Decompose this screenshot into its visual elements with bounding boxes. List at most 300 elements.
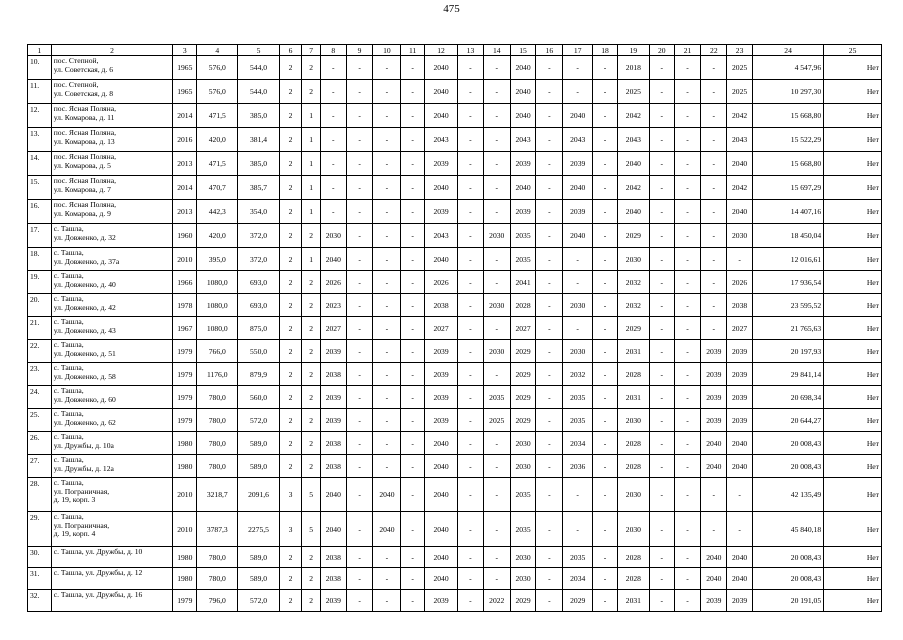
table-cell: - (320, 176, 346, 200)
table-cell: - (593, 455, 618, 478)
table-cell: 2039 (425, 200, 458, 224)
address-line: с. Ташла, ул. Дружбы, д. 16 (53, 590, 143, 599)
table-row (28, 547, 882, 568)
table-cell: 2035 (510, 248, 536, 271)
table-cell: - (674, 409, 701, 432)
table-cell: 2040 (727, 455, 753, 478)
address-line: с. Ташла, (53, 432, 84, 441)
table-cell: 2038 (727, 294, 753, 317)
table-cell: - (401, 294, 425, 317)
table-cell: 2030 (483, 340, 510, 363)
address-line: пос. Ясная Поляна, (53, 176, 116, 185)
table-cell: 2 (279, 80, 302, 104)
table-cell: - (458, 152, 484, 176)
cost-cell: 20 008,43 (752, 547, 823, 568)
table-cell: 2025 (727, 56, 753, 80)
table-cell: - (401, 200, 425, 224)
table-cell: 470,7 (197, 176, 238, 200)
table-cell: - (536, 80, 563, 104)
table-cell: 2040 (425, 176, 458, 200)
table-cell: - (649, 568, 674, 590)
table-cell: 1176,0 (197, 363, 238, 386)
table-row (28, 386, 882, 409)
table-cell: - (563, 80, 593, 104)
table-cell: - (674, 80, 701, 104)
table-row (28, 248, 882, 271)
table-cell: - (483, 512, 510, 547)
column-number-cell: 10 (373, 45, 401, 56)
table-cell: - (649, 104, 674, 128)
table-cell: 2028 (617, 363, 649, 386)
table-cell: - (483, 271, 510, 294)
table-cell: - (727, 478, 753, 512)
row-number-cell: 31. (28, 568, 52, 590)
table-cell: 875,0 (238, 317, 279, 340)
address-line: пос. Ясная Поляна, (53, 128, 116, 137)
address-line: ул. Комарова, д. 9 (53, 208, 111, 218)
address-cell (51, 409, 173, 432)
address-cell (51, 568, 173, 590)
table-cell: 2041 (510, 271, 536, 294)
table-cell: 2 (279, 432, 302, 455)
table-cell: 2029 (510, 386, 536, 409)
column-number-cell: 23 (727, 45, 753, 56)
table-cell: - (346, 340, 373, 363)
address-cell (51, 432, 173, 455)
table-cell: - (346, 478, 373, 512)
table-cell: 2040 (701, 547, 727, 568)
column-number-cell: 7 (302, 45, 321, 56)
table-cell: - (674, 176, 701, 200)
status-cell: Нет (824, 271, 882, 294)
table-cell: 2040 (425, 56, 458, 80)
table-cell: 2040 (425, 547, 458, 568)
address-line: ул. Комарова, д. 11 (53, 112, 115, 122)
column-number-cell: 9 (346, 45, 373, 56)
table-cell: 766,0 (197, 340, 238, 363)
table-cell: - (346, 294, 373, 317)
table-cell: 780,0 (197, 568, 238, 590)
row-number-cell: 12. (28, 104, 52, 128)
table-cell: 2040 (727, 152, 753, 176)
table-cell: 2 (279, 317, 302, 340)
table-cell: 2040 (727, 200, 753, 224)
table-cell: - (401, 363, 425, 386)
table-cell: - (373, 271, 401, 294)
table-row (28, 568, 882, 590)
row-number-cell: 10. (28, 56, 52, 80)
table-cell: - (536, 271, 563, 294)
table-cell: - (320, 128, 346, 152)
table-cell: 2 (302, 80, 321, 104)
table-cell: 2 (279, 176, 302, 200)
address-line: с. Ташла, (53, 455, 84, 464)
address-line: с. Ташла, (53, 271, 84, 280)
table-cell: 2042 (727, 104, 753, 128)
address-cell (51, 547, 173, 568)
table-cell: - (593, 176, 618, 200)
table-cell: - (593, 409, 618, 432)
table-cell: - (373, 128, 401, 152)
table-cell: - (593, 224, 618, 248)
table-cell: 2 (279, 386, 302, 409)
column-number-cell: 15 (510, 45, 536, 56)
table-cell: 2039 (701, 386, 727, 409)
address-cell (51, 590, 173, 612)
table-cell: - (458, 455, 484, 478)
status-cell: Нет (824, 455, 882, 478)
address-line: с. Ташла, (53, 340, 84, 349)
table-cell: - (701, 294, 727, 317)
table-cell: 2039 (425, 363, 458, 386)
table-cell: - (458, 363, 484, 386)
table-cell: 2 (279, 224, 302, 248)
table-cell: - (593, 363, 618, 386)
table-cell: 2030 (617, 478, 649, 512)
table-cell: - (346, 56, 373, 80)
table-cell: - (458, 432, 484, 455)
row-number-cell: 15. (28, 176, 52, 200)
table-cell: - (649, 432, 674, 455)
table-cell: - (649, 590, 674, 612)
address-line: с. Ташла, (53, 248, 84, 257)
table-cell: - (674, 340, 701, 363)
table-cell: - (593, 152, 618, 176)
table-cell: - (593, 200, 618, 224)
table-cell: - (563, 56, 593, 80)
table-cell: 1967 (173, 317, 197, 340)
address-line: ул. Комарова, д. 13 (53, 136, 115, 146)
table-cell: - (401, 176, 425, 200)
table-cell: 2039 (563, 200, 593, 224)
cost-cell: 4 547,96 (752, 56, 823, 80)
table-cell: - (593, 340, 618, 363)
table-cell: - (593, 294, 618, 317)
table-cell: - (373, 455, 401, 478)
table-cell: 2038 (320, 568, 346, 590)
table-cell: - (649, 152, 674, 176)
table-cell: 2028 (617, 455, 649, 478)
cost-cell: 23 595,52 (752, 294, 823, 317)
table-cell: 2 (279, 271, 302, 294)
table-cell: 5 (302, 478, 321, 512)
table-cell: 2 (302, 271, 321, 294)
table-cell: 2 (302, 317, 321, 340)
table-cell: 2030 (617, 248, 649, 271)
table-cell: 589,0 (238, 432, 279, 455)
address-line: ул. Пограничная, (53, 520, 110, 530)
table-cell: 2039 (563, 152, 593, 176)
table-cell: - (483, 363, 510, 386)
table-cell: 2032 (563, 363, 593, 386)
cost-cell: 10 297,30 (752, 80, 823, 104)
status-cell: Нет (824, 547, 882, 568)
row-number-cell: 24. (28, 386, 52, 409)
table-cell: - (346, 409, 373, 432)
table-cell: - (536, 590, 563, 612)
table-cell: 5 (302, 512, 321, 547)
table-cell: 2030 (483, 224, 510, 248)
table-cell: - (649, 478, 674, 512)
table-cell: - (401, 547, 425, 568)
status-cell: Нет (824, 176, 882, 200)
column-number-cell: 17 (563, 45, 593, 56)
table-cell: 2040 (320, 248, 346, 271)
table-cell: - (346, 547, 373, 568)
table-cell: - (536, 512, 563, 547)
address-line: с. Ташла, (53, 363, 84, 372)
table-cell: - (593, 56, 618, 80)
table-row (28, 128, 882, 152)
table-cell: 2028 (617, 568, 649, 590)
table-cell: 1 (302, 248, 321, 271)
table-cell: - (401, 409, 425, 432)
table-cell: - (563, 271, 593, 294)
table-cell: 385,7 (238, 176, 279, 200)
table-cell: 2040 (617, 200, 649, 224)
table-cell: - (320, 104, 346, 128)
cost-cell: 15 668,80 (752, 152, 823, 176)
table-cell: 1980 (173, 432, 197, 455)
table-cell: 2 (279, 248, 302, 271)
table-cell: 2042 (617, 104, 649, 128)
table-cell: - (701, 152, 727, 176)
table-cell: 1080,0 (197, 271, 238, 294)
table-cell: 1965 (173, 80, 197, 104)
table-cell: 385,0 (238, 152, 279, 176)
table-cell: 2030 (617, 512, 649, 547)
table-cell: - (701, 478, 727, 512)
table-cell: 1980 (173, 547, 197, 568)
column-number-cell: 6 (279, 45, 302, 56)
table-cell: - (593, 128, 618, 152)
cost-cell: 45 840,18 (752, 512, 823, 547)
table-cell: - (649, 512, 674, 547)
table-cell: 2040 (510, 104, 536, 128)
table-cell: 2 (279, 568, 302, 590)
table-cell: 442,3 (197, 200, 238, 224)
table-cell: - (346, 248, 373, 271)
table-cell: 2042 (727, 176, 753, 200)
address-cell (51, 200, 173, 224)
address-line: пос. Степной, (53, 56, 99, 65)
table-row (28, 104, 882, 128)
table-cell: - (483, 568, 510, 590)
table-cell: 420,0 (197, 224, 238, 248)
table-cell: 2029 (510, 590, 536, 612)
table-cell: - (458, 104, 484, 128)
table-cell: - (593, 512, 618, 547)
table-cell: - (401, 386, 425, 409)
address-line: ул. Довженко, д. 40 (53, 279, 116, 289)
table-cell: 693,0 (238, 271, 279, 294)
table-cell: 589,0 (238, 568, 279, 590)
table-cell: 780,0 (197, 455, 238, 478)
row-number-cell: 25. (28, 409, 52, 432)
column-number-cell: 16 (536, 45, 563, 56)
table-cell: - (674, 317, 701, 340)
table-cell: - (346, 104, 373, 128)
table-cell: - (401, 224, 425, 248)
table-cell: - (536, 200, 563, 224)
table-cell: 1 (302, 104, 321, 128)
table-cell: 3218,7 (197, 478, 238, 512)
cost-cell: 20 008,43 (752, 568, 823, 590)
table-cell: 2042 (617, 176, 649, 200)
table-cell: - (373, 224, 401, 248)
table-cell: - (458, 590, 484, 612)
row-number-cell: 27. (28, 455, 52, 478)
table-cell: 2030 (617, 409, 649, 432)
table-cell: 2 (302, 363, 321, 386)
address-line: с. Ташла, (53, 409, 84, 418)
table-cell: - (701, 248, 727, 271)
table-cell: 2 (302, 409, 321, 432)
table-cell: 2039 (701, 340, 727, 363)
row-number-cell: 21. (28, 317, 52, 340)
table-cell: 2029 (617, 317, 649, 340)
table-cell: - (649, 317, 674, 340)
table-cell: - (373, 432, 401, 455)
table-cell: - (458, 128, 484, 152)
address-cell (51, 271, 173, 294)
address-cell (51, 512, 173, 547)
row-number-cell: 23. (28, 363, 52, 386)
table-cell: - (458, 409, 484, 432)
table-cell: 1 (302, 200, 321, 224)
table-cell: 2040 (425, 104, 458, 128)
table-cell: - (401, 478, 425, 512)
table-cell: 2027 (425, 317, 458, 340)
table-cell: - (674, 363, 701, 386)
table-cell: 2030 (563, 340, 593, 363)
table-row (28, 224, 882, 248)
table-cell: 2040 (727, 568, 753, 590)
table-cell: 2028 (617, 547, 649, 568)
table-cell: - (401, 512, 425, 547)
column-number-cell: 5 (238, 45, 279, 56)
table-cell: - (536, 432, 563, 455)
address-cell (51, 478, 173, 512)
table-cell: 2025 (483, 409, 510, 432)
table-cell: 2275,5 (238, 512, 279, 547)
table-cell: - (536, 317, 563, 340)
table-cell: - (483, 248, 510, 271)
table-cell: - (536, 340, 563, 363)
table-cell: - (674, 224, 701, 248)
table-cell: 1979 (173, 340, 197, 363)
table-cell: 2039 (425, 152, 458, 176)
row-number-cell: 28. (28, 478, 52, 512)
table-cell: - (593, 432, 618, 455)
table-cell: 2 (279, 590, 302, 612)
table-cell: - (727, 248, 753, 271)
table-cell: - (401, 590, 425, 612)
table-cell: 2031 (617, 340, 649, 363)
table-cell: - (593, 568, 618, 590)
table-cell: - (320, 200, 346, 224)
table-cell: - (458, 56, 484, 80)
table-cell: - (458, 317, 484, 340)
table-cell: 1966 (173, 271, 197, 294)
status-cell: Нет (824, 512, 882, 547)
cost-cell: 12 016,61 (752, 248, 823, 271)
address-line: ул. Довженко, д. 58 (53, 371, 116, 381)
address-line: ул. Довженко, д. 60 (53, 394, 116, 404)
address-line: с. Ташла, (53, 294, 84, 303)
table-cell: - (536, 152, 563, 176)
table-cell: - (373, 590, 401, 612)
table-cell: - (346, 271, 373, 294)
status-cell: Нет (824, 56, 882, 80)
table-cell: 2039 (727, 363, 753, 386)
table-cell: 2043 (425, 128, 458, 152)
table-cell: - (649, 224, 674, 248)
table-cell: - (674, 294, 701, 317)
table-row (28, 152, 882, 176)
table-cell: 693,0 (238, 294, 279, 317)
status-cell: Нет (824, 200, 882, 224)
table-cell: - (458, 340, 484, 363)
table-cell: - (593, 547, 618, 568)
table-cell: 2025 (727, 80, 753, 104)
table-cell: - (674, 200, 701, 224)
table-cell: 372,0 (238, 248, 279, 271)
table-cell: - (674, 512, 701, 547)
table-cell: 1965 (173, 56, 197, 80)
table-cell: 780,0 (197, 409, 238, 432)
table-cell: - (536, 455, 563, 478)
table-cell: 2013 (173, 200, 197, 224)
table-cell: - (483, 56, 510, 80)
address-cell (51, 128, 173, 152)
table-cell: 2 (302, 432, 321, 455)
table-cell: 2039 (320, 409, 346, 432)
table-cell: 2040 (510, 80, 536, 104)
table-cell: - (401, 56, 425, 80)
table-cell: 2 (279, 200, 302, 224)
table-cell: 2039 (510, 200, 536, 224)
table-cell: 3787,3 (197, 512, 238, 547)
status-cell: Нет (824, 317, 882, 340)
table-cell: - (483, 128, 510, 152)
table-cell: 2034 (563, 568, 593, 590)
table-cell: - (458, 248, 484, 271)
table-cell: - (373, 152, 401, 176)
column-number-cell: 2 (51, 45, 173, 56)
row-number-cell: 26. (28, 432, 52, 455)
table-cell: 2040 (727, 432, 753, 455)
table-cell: 2035 (563, 409, 593, 432)
table-cell: 2035 (510, 224, 536, 248)
status-cell: Нет (824, 590, 882, 612)
table-cell: 2038 (320, 363, 346, 386)
table-cell: 471,5 (197, 152, 238, 176)
table-cell: - (536, 363, 563, 386)
column-number-cell: 8 (320, 45, 346, 56)
table-cell: - (593, 80, 618, 104)
table-cell: - (649, 294, 674, 317)
table-row (28, 294, 882, 317)
column-number-cell: 3 (173, 45, 197, 56)
table-cell: 2030 (510, 455, 536, 478)
address-line: ул. Довженко, д. 32 (53, 232, 116, 242)
table-cell: - (649, 363, 674, 386)
table-cell: 589,0 (238, 455, 279, 478)
column-number-cell: 1 (28, 45, 52, 56)
table-cell: 2026 (727, 271, 753, 294)
row-number-cell: 29. (28, 512, 52, 547)
